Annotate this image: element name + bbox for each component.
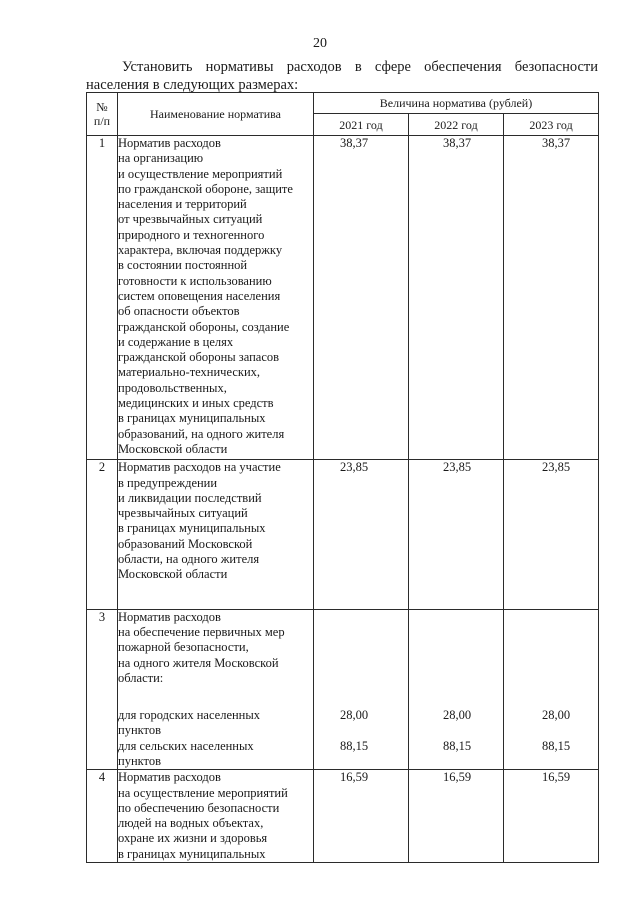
norm-name-line: гражданской обороны запасов: [118, 350, 280, 365]
header-number-sign: №: [96, 100, 108, 114]
norm-name-line: на одного жителя Московской: [118, 655, 279, 670]
norm-name-line: и осуществление мероприятий: [118, 166, 283, 181]
norm-name-line: по гражданской обороне, защите: [118, 181, 293, 196]
norm-name: [118, 460, 314, 609]
norm-value-2022: [409, 770, 504, 863]
value-text: 23,85: [443, 460, 472, 475]
norm-value-2021: [314, 609, 409, 770]
norm-value-2022: [409, 136, 504, 460]
norm-name-line: Московской области: [118, 567, 228, 582]
spacer: [314, 625, 408, 640]
table-row: [87, 460, 599, 609]
norm-name-line: систем оповещения населения: [118, 288, 281, 303]
norm-name-line: на организацию: [118, 151, 204, 166]
norm-name-line: продовольственных,: [118, 380, 227, 395]
norm-name-line: об опасности объектов: [118, 304, 240, 319]
norm-name-line: на обеспечение первичных мер: [118, 624, 285, 639]
norm-name-line: в границах муниципальных: [118, 846, 266, 861]
norm-name: [118, 770, 314, 863]
norm-name-line: Норматив расходов: [118, 770, 221, 785]
norm-name-line: в границах муниципальных: [118, 411, 266, 426]
page-number: 20: [313, 36, 327, 51]
intro-paragraph: Установить нормативы расходов в сфере обеспечения безопасности населения в следующих размерах:: [86, 59, 598, 93]
norm-name-line: охране их жизни и здоровья: [118, 831, 268, 846]
norm-name-line: образований, на одного жителя: [118, 426, 285, 441]
norm-name-line: области:: [118, 670, 164, 685]
norm-name-line: пожарной безопасности,: [118, 640, 249, 655]
sub-item-value: 28,00: [340, 708, 369, 723]
norm-name-line: на осуществление мероприятий: [118, 785, 288, 800]
header-year-2023: 2023 год: [504, 114, 599, 136]
norm-value-2022: [409, 460, 504, 609]
norm-name-line: населения и территорий: [118, 197, 247, 212]
norm-name-line: медицинских и иных средств: [118, 396, 274, 411]
row-number: 1: [87, 136, 118, 460]
row-number: 3: [87, 609, 118, 770]
norm-name-line: в состоянии постоянной: [118, 258, 248, 273]
spacer: [409, 625, 503, 640]
norm-name-line: Московской области: [118, 441, 228, 456]
norm-name-line: чрезвычайных ситуаций: [118, 506, 248, 521]
header-number-pp: п/п: [93, 114, 111, 128]
spacer: [409, 640, 503, 655]
norm-name-line: области, на одного жителя: [118, 552, 260, 567]
spacer: [409, 686, 503, 708]
spacer: [314, 640, 408, 655]
norm-name-line: материально-технических,: [118, 365, 261, 380]
spacer: [314, 656, 408, 671]
spacer: [314, 754, 408, 769]
norm-name-line: природного и техногенного: [118, 227, 265, 242]
spacer: [314, 686, 408, 708]
norm-value-2023: [504, 770, 599, 863]
spacer: [314, 723, 408, 738]
spacer: [314, 671, 408, 686]
norm-name-line: образований Московской: [118, 536, 253, 551]
sub-item-line: для сельских населенных: [118, 738, 254, 753]
sub-item-value: 28,00: [542, 708, 571, 723]
header-year-2022: 2022 год: [409, 114, 504, 136]
row-number: 2: [87, 460, 118, 609]
norm-name: [118, 609, 314, 770]
header-number: [87, 93, 118, 136]
sub-item-value: 88,15: [340, 738, 369, 753]
norm-value-2021: [314, 460, 409, 609]
norm-name-line: Норматив расходов: [118, 609, 221, 624]
value-text: 16,59: [340, 770, 369, 785]
norm-name-line: и ликвидации последствий: [118, 490, 262, 505]
spacer: [314, 610, 408, 625]
norm-name-line: готовности к использованию: [118, 273, 272, 288]
spacer: [504, 610, 598, 625]
sub-item-value: 88,15: [443, 738, 472, 753]
norm-name: [118, 136, 314, 460]
spacer: [409, 723, 503, 738]
spacer: [409, 610, 503, 625]
header-year-2021: 2021 год: [314, 114, 409, 136]
value-text: 38,37: [443, 136, 472, 150]
spacer: [504, 640, 598, 655]
norm-name-line: Норматив расходов на участие: [118, 460, 281, 475]
spacer: [504, 754, 598, 769]
norm-name-line: гражданской обороны, создание: [118, 319, 290, 334]
spacer: [504, 671, 598, 686]
value-text: 16,59: [542, 770, 571, 785]
header-norm-name: Наименование норматива: [118, 93, 314, 136]
norm-value-2023: [504, 460, 599, 609]
value-text: 38,37: [340, 136, 369, 150]
value-text: 23,85: [542, 460, 571, 475]
table-row: [87, 770, 599, 863]
norm-name-line: и содержание в целях: [118, 334, 234, 349]
spacer: [504, 656, 598, 671]
norm-value-2022: [409, 609, 504, 770]
norm-name-line: людей на водных объектах,: [118, 816, 264, 831]
header-value-group: Величина норматива (рублей): [314, 93, 599, 114]
norm-name-line: в предупреждении: [118, 475, 218, 490]
spacer: [504, 625, 598, 640]
spacer: [409, 671, 503, 686]
spacer: [409, 754, 503, 769]
spacer: [409, 656, 503, 671]
norms-table: [86, 92, 599, 863]
table-row: [87, 609, 599, 770]
sub-item-line: пунктов: [118, 753, 161, 768]
value-text: 23,85: [340, 460, 369, 475]
norm-name-line: характера, включая поддержку: [118, 243, 283, 258]
value-text: 16,59: [443, 770, 472, 785]
norm-value-2021: [314, 770, 409, 863]
sub-item-value: 28,00: [443, 708, 472, 723]
sub-item-line: пунктов: [118, 723, 161, 738]
sub-item-value: 88,15: [542, 738, 571, 753]
norm-name-line: по обеспечению безопасности: [118, 800, 280, 815]
norm-value-2021: [314, 136, 409, 460]
norm-value-2023: [504, 609, 599, 770]
row-number: 4: [87, 770, 118, 863]
spacer: [118, 686, 313, 708]
norm-name-line: Норматив расходов: [118, 136, 221, 150]
norm-value-2023: [504, 136, 599, 460]
table-row: [87, 136, 599, 460]
spacer: [504, 723, 598, 738]
spacer: [504, 686, 598, 708]
norm-name-line: в границах муниципальных: [118, 521, 266, 536]
norm-name-line: от чрезвычайных ситуаций: [118, 212, 263, 227]
value-text: 38,37: [542, 136, 571, 150]
norms-table-body: [87, 136, 599, 863]
sub-item-line: для городских населенных: [118, 708, 261, 723]
